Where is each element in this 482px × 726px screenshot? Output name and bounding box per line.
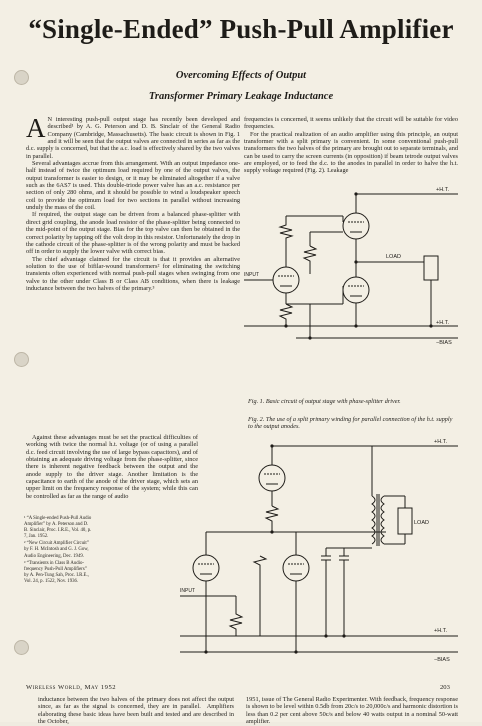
label-input: INPUT [244,272,259,278]
figure-2-schematic [176,436,464,674]
figure-1-caption: Fig. 1. Basic circuit of output stage with phase-splitter driver. [248,398,401,405]
figure-2-caption: Fig. 2. The use of a split primary winding for parallel connection of the h.t. supply to the output anodes. [248,416,453,431]
reference-item: ¹ “A Single-ended Push-Pull Audio Amplifier” by A. Peterson and D. B. Sinclair, Proc. I.R.E., Vol. 40, p. 7, Jan. 1952. [24,516,92,540]
fig2-label-ht: +H.T. [434,439,447,445]
body-column-left-lower [26,434,198,500]
paragraph: N interesting push-pull output stage has recently been developed and described¹ by A. G. Peterson and D. B. Sinclair of the General Radio Company (Cambridge, Massachusetts). The basic circuit is shown in Fig. 1 and it will be seen that the output valves are connected in series as far as the d.c. supply is concerned, but that the a.c. load is effectively shared by the two valves in parallel. [26,116,240,160]
fig2-label-bias: −BIAS [434,657,450,663]
journal-footer: Wireless World, May 1952 [26,684,117,691]
label-ht: +H.T. [436,187,449,193]
label-load: LOAD [386,254,401,260]
references [24,516,92,586]
label-ht-minus: +H.T. [436,320,449,326]
drop-cap: A [26,113,46,143]
reference-item: ³ “Transients in Class B Audio-frequency Push-Pull Amplifiers” by A. Pen-Tung Sah, Proc. I.R.E., Vol. 24, p. 1522, Nov. 1936. [24,560,89,584]
fig2-label-input: INPUT [180,588,195,594]
reference-item: ² “New Circuit Amplifier Circuit” by F. H. McIntosh and G. J. Gow, Audio Engineering, Dec. 1949. [24,541,89,559]
paragraph: If required, the output stage can be driven from a balanced phase-splitter with direct grid coupling, the anode load resistor of the phase-splitter being connected to the mid-point of the output stage. Bias for the top valve can then be obtained in the correct polarity by tapping off the volt drop in this resistor. Unfortunately the drop in the cathode circuit of the phase-splitter is of the wrong polarity and must be backed off in order to supply the lower valve with correct bias. [26,211,240,256]
article-subtitle-line-2: Transformer Primary Leakage Inductance [148,91,334,102]
paragraph: Several advantages accrue from this arrangement. With an output impedance one-half instead of twice the optimum load required by one of the output valves, the output transformer is easier to design, or it may be eliminated altogether if a valve such as the 6AS7 is used. This double-triode power valve has an a.c. resistance per section of only 280 ohms, and it should be possible to wind a loudspeaker speech coil to provide the optimum load for two sections in parallel without increasing unduly the mass of the coil. [26,160,240,212]
page-number: 203 [440,684,450,691]
binder-hole [14,640,29,655]
paragraph: The chief advantage claimed for the circuit is that it provides an alternative solution to the use of bifilar-wound transformers² for eliminating the switching transients often experienced with normal push-pull stages when swinging from one valve to the other under Class B or Class AB conditions, when there is leakage inductance between the two halves of the primary.³ [26,255,240,292]
paragraph: For the practical realization of an audio amplifier using this principle, an output transformer with a split primary is convenient. In some conventional push-pull transformers the two halves of the primary are brought out to separate terminals, and can be used to carry the screen currents (in opposition) if beam tetrode output valves are employed, or to feed the d.c. to the anodes in parallel in order to halve the h.t. supply voltage required (Fig. 2). Leakage [244,130,458,175]
bottom-text-left: inductance between the two halves of the primary does not affect the output since, as far as the signal is concerned, they are in parallel. Amplifiers elaborating these basic ideas have been built and tested and are described in the October, [38,696,234,726]
paragraph: Against these advantages must be set the practical difficulties of working with twice the normal h.t. voltage (or of using a parallel d.c. feed circuit involving the use of large bypass capacitors), and of obtaining an adequate driving voltage from the phase-splitter, since there is inherent negative feedback between the output and the anode supply to the driver stage. Another limitation is the capacitance to earth of the anode of the driver stage, which sets an upper limit on the frequency response of the system; while this can be controlled as far as the range of audio [26,434,198,500]
binder-hole [14,352,29,367]
body-column-right [244,116,458,175]
paragraph: frequencies is concerned, it seems unlikely that the circuit will be suitable for video frequencies. [244,116,458,131]
label-bias: −BIAS [436,340,452,346]
figure-1-schematic [236,186,466,370]
article-subtitle-line-1: Overcoming Effects of Output [175,70,307,81]
body-column-left [26,113,240,292]
fig2-label-load: LOAD [414,520,429,526]
fig2-label-ht-bottom: +H.T. [434,628,447,634]
bottom-text-right: 1951, issue of The General Radio Experimenter. With feedback, frequency response is shown to be level within 0.5db from 20c/s to 20,000c/s and harmonic distortion is less than 0.2 per cent above 50c/s and below 40 watts output in a nominal 50-watt amplifier. [246,696,458,726]
article-title: “Single-Ended” Push-Pull Amplifier [28,14,454,44]
